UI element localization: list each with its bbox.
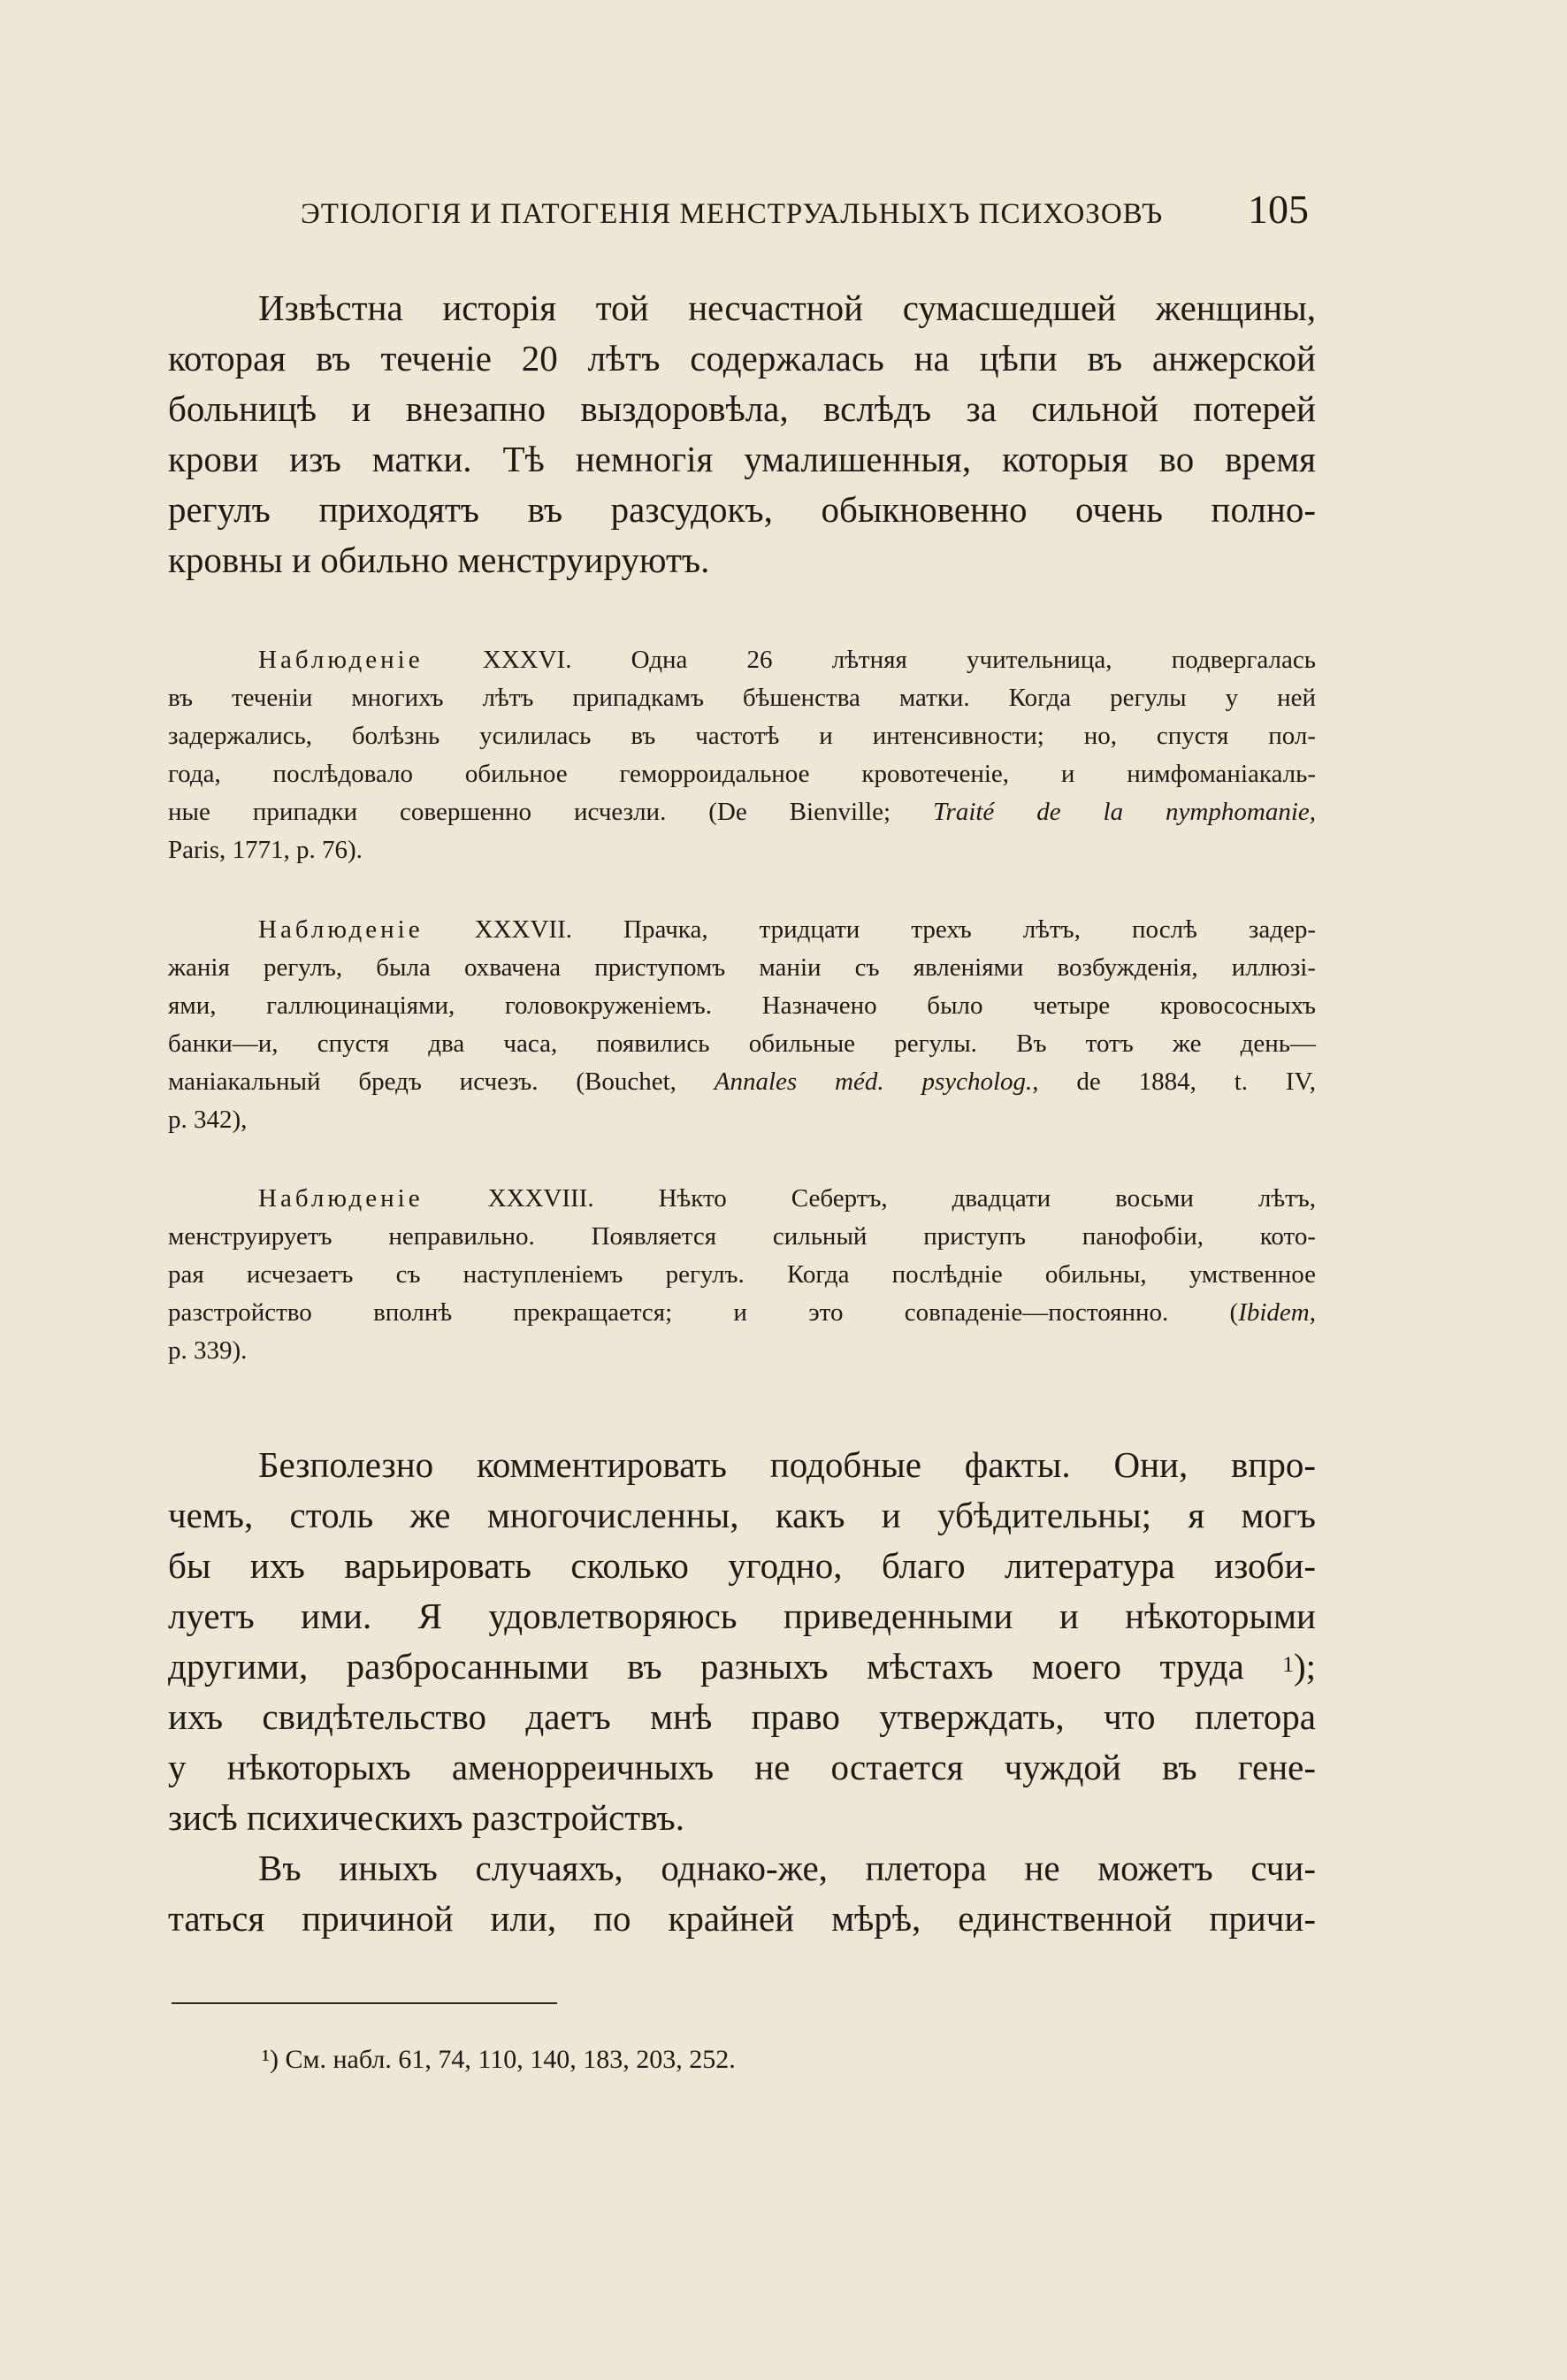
citation-title: Traité de la nymphomanie, <box>933 798 1316 826</box>
paragraph-3 <box>168 1843 1316 1944</box>
footnote-marker: ¹) <box>262 2045 279 2074</box>
text-line: p. 339). <box>168 1336 248 1365</box>
text-line: маніакальный бредъ исчезъ. (Bouchet, Annales méd. psycholog., de 1884, t. IV, <box>168 1068 1316 1096</box>
text-line: которая въ теченіе 20 лѣтъ содержалась на цѣпи въ анжерской <box>168 338 1316 379</box>
text-line: бы ихъ варьировать сколько угодно, благо литература изоби- <box>168 1545 1316 1586</box>
text-line: таться причиной или, по крайней мѣрѣ, единственной причи- <box>168 1898 1316 1939</box>
citation-title: Ibidem <box>1238 1298 1310 1327</box>
observation-label: Наблюденіе <box>258 1184 424 1213</box>
text-line: менструируетъ неправильно. Появляется сильный приступъ панофобіи, кото- <box>168 1222 1316 1251</box>
footnote <box>262 2045 736 2075</box>
page-header <box>301 186 1309 239</box>
text-line: Наблюденіе XXXVI. Одна 26 лѣтняя учительница, подвергалась <box>258 646 1316 674</box>
paragraph-1 <box>168 283 1316 585</box>
citation-title: Annales méd. psycholog. <box>714 1068 1033 1096</box>
text-line: ихъ свидѣтельство даетъ мнѣ право утверждать, что плетора <box>168 1696 1316 1737</box>
observation-36 <box>168 641 1316 869</box>
text-line: Paris, 1771, p. 76). <box>168 836 363 864</box>
text-line: чемъ, столь же многочисленны, какъ и убѣдительны; я могъ <box>168 1495 1316 1535</box>
observation-37 <box>168 911 1316 1139</box>
text-line: регулъ приходятъ въ разсудокъ, обыкновенно очень полно- <box>168 489 1316 530</box>
text-line: ями, галлюцинаціями, головокруженіемъ. Назначено было четыре кровососныхъ <box>168 991 1316 1020</box>
footnote-divider <box>172 2002 557 2004</box>
text-line: у нѣкоторыхъ аменорреичныхъ не остается чуждой въ гене- <box>168 1747 1316 1787</box>
text-line: жанія регулъ, была охвачена приступомъ маніи съ явленіями возбужденія, иллюзі- <box>168 953 1316 982</box>
observation-38 <box>168 1180 1316 1370</box>
text-line: луетъ ими. Я удовлетворяюсь приведенными и нѣкоторыми <box>168 1596 1316 1636</box>
text-line: въ теченіи многихъ лѣтъ припадкамъ бѣшенства матки. Когда регулы у ней <box>168 684 1316 712</box>
text-line: банки—и, спустя два часа, появились обильные регулы. Въ тотъ же день— <box>168 1029 1316 1058</box>
text-line: разстройство вполнѣ прекращается; и это совпаденіе—постоянно. (Ibidem, <box>168 1298 1316 1327</box>
observation-label: Наблюденіе <box>258 915 424 944</box>
text-line: рая исчезаетъ съ наступленіемъ регулъ. Когда послѣдніе обильны, умственное <box>168 1260 1316 1289</box>
text-line: Безполезно комментировать подобные факты. Они, впро- <box>258 1444 1316 1485</box>
text-line: Наблюденіе XXXVIII. Нѣкто Себертъ, двадцати восьми лѣтъ, <box>258 1184 1316 1213</box>
footnote-text: См. набл. 61, 74, 110, 140, 183, 203, 252. <box>278 2045 736 2074</box>
text-line: зисѣ психическихъ разстройствъ. <box>168 1797 685 1838</box>
text-line: другими, разбросанными въ разныхъ мѣстахъ моего труда $^1$); <box>168 1646 1316 1687</box>
text-line: Наблюденіе XXXVII. Прачка, тридцати трехъ лѣтъ, послѣ задер- <box>258 915 1316 944</box>
text-line: Извѣстна исторія той несчастной сумасшедшей женщины, <box>258 287 1316 328</box>
text-line: задержались, болѣзнь усилилась въ частотѣ и интенсивности; но, спустя пол- <box>168 722 1316 750</box>
paragraph-2 <box>168 1440 1316 1843</box>
text-line: больницѣ и внезапно выздоровѣла, вслѣдъ за сильной потерей <box>168 388 1316 429</box>
text-line: года, послѣдовало обильное геморроидальное кровотеченіе, и нимфоманіакаль- <box>168 760 1316 788</box>
text-line: ные припадки совершенно исчезли. (De Bienville; Traité de la nymphomanie, <box>168 798 1316 826</box>
footnote-reference[interactable]: 1 <box>1282 1652 1294 1677</box>
text-line: p. 342), <box>168 1106 248 1134</box>
text-line: крови изъ матки. Тѣ немногія умалишенныя, которыя во время <box>168 439 1316 479</box>
running-title: ЭТІОЛОГІЯ И ПАТОГЕНІЯ МЕНСТРУАЛЬНЫХЪ ПСИХОЗОВЪ <box>301 198 1164 230</box>
text-line: кровны и обильно менструируютъ. <box>168 540 710 580</box>
text-line: Въ иныхъ случаяхъ, однако-же, плетора не можетъ счи- <box>258 1848 1316 1888</box>
page-number: 105 <box>1248 187 1309 232</box>
observation-label: Наблюденіе <box>258 646 424 674</box>
